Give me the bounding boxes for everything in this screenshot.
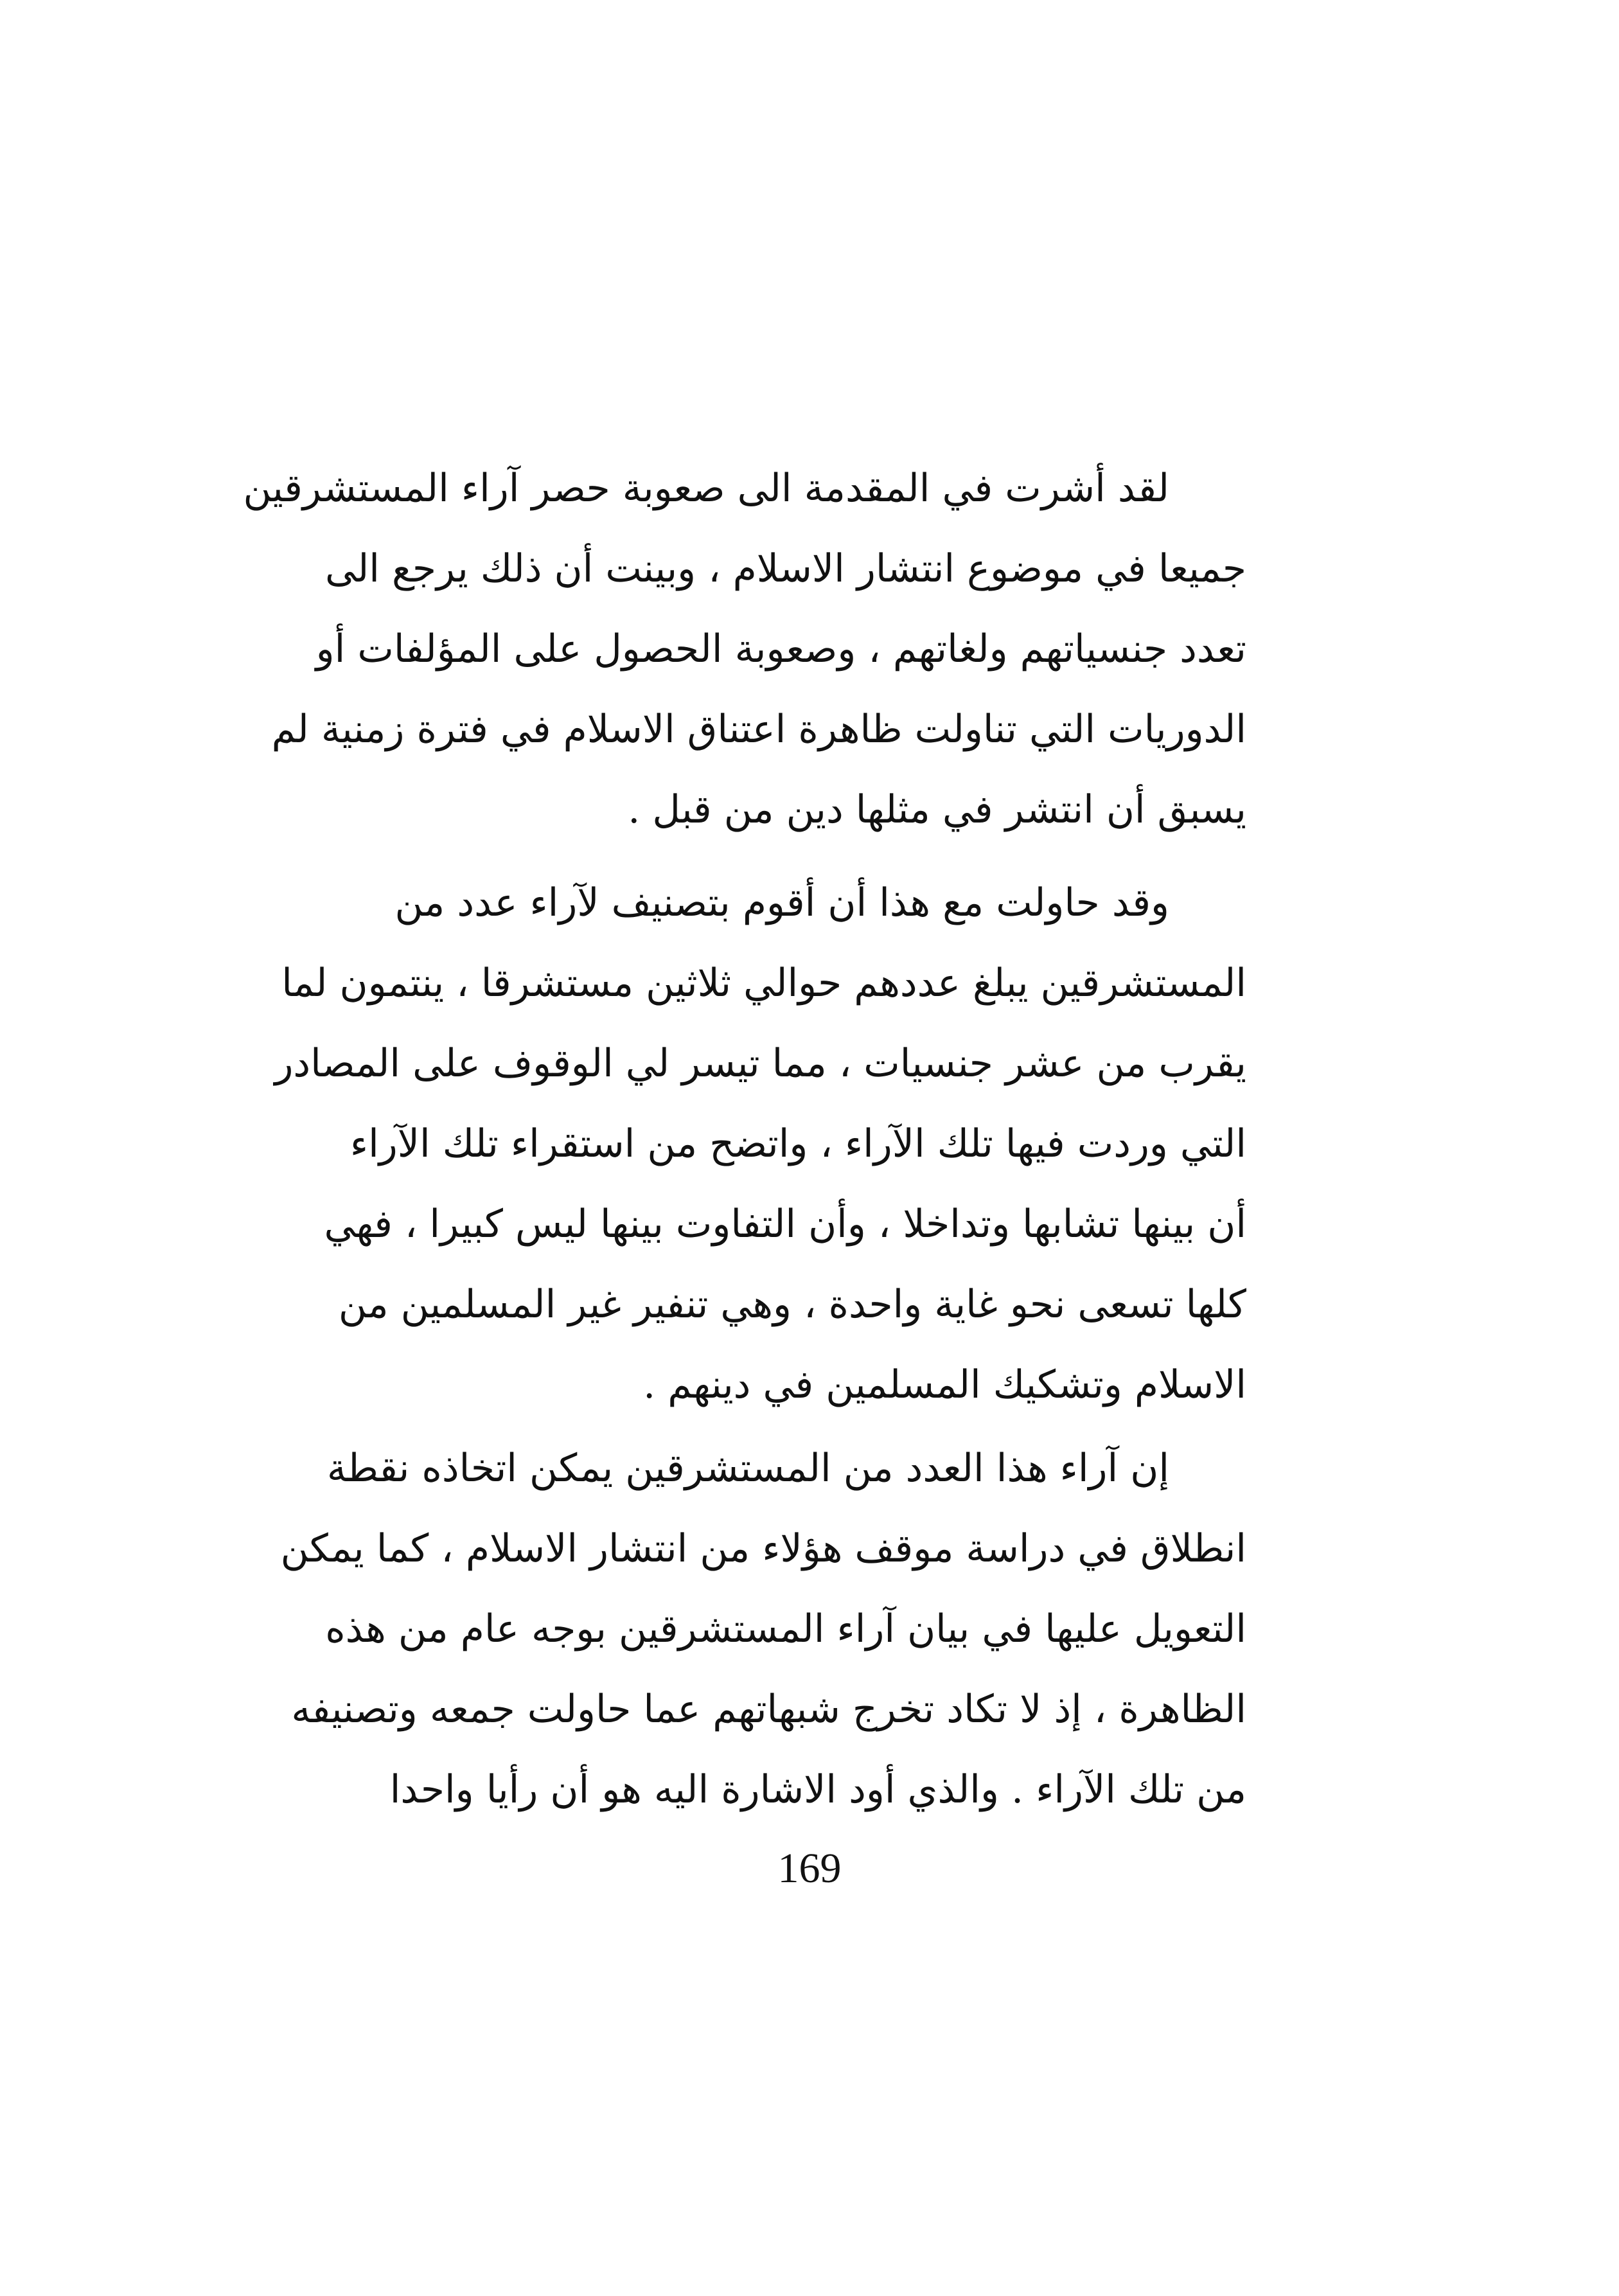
text-line: جميعا في موضوع انتشار الاسلام ، وبينت أن ذلك يرجع الى bbox=[324, 546, 1246, 591]
text-line: من تلك الآراء . والذي أود الاشارة اليه هو أن رأيا واحدا bbox=[389, 1767, 1246, 1812]
text-line: يقرب من عشر جنسيات ، مما تيسر لي الوقوف على المصادر bbox=[274, 1041, 1246, 1086]
text-line: أن بينها تشابها وتداخلا ، وأن التفاوت بينها ليس كبيرا ، فهي bbox=[324, 1202, 1246, 1247]
text-line: إن آراء هذا العدد من المستشرقين يمكن اتخاذه نقطة bbox=[326, 1446, 1169, 1491]
text-line: وقد حاولت مع هذا أن أقوم بتصنيف لآراء عدد من bbox=[394, 880, 1169, 925]
text-line: التعويل عليها في بيان آراء المستشرقين بوجه عام من هذه bbox=[325, 1606, 1246, 1651]
text-line: الظاهرة ، إذ لا تكاد تخرج شبهاتهم عما حاولت جمعه وتصنيفه bbox=[291, 1687, 1246, 1732]
paragraph-1 bbox=[243, 450, 1246, 855]
text-line: انطلاق في دراسة موقف هؤلاء من انتشار الاسلام ، كما يمكن bbox=[280, 1526, 1246, 1571]
text-line: الاسلام وتشكيك المسلمين في دينهم . bbox=[643, 1362, 1246, 1407]
text-line: كلها تسعى نحو غاية واحدة ، وهي تنفير غير المسلمين من bbox=[338, 1282, 1246, 1327]
page-number: 169 bbox=[777, 1845, 842, 1892]
text-line: تعدد جنسياتهم ولغاتهم ، وصعوبة الحصول على المؤلفات أو bbox=[315, 627, 1246, 672]
text-line: يسبق أن انتشر في مثلها دين من قبل . bbox=[628, 787, 1246, 832]
paragraph-3 bbox=[280, 1430, 1246, 1835]
text-line: التي وردت فيها تلك الآراء ، واتضح من استقراء تلك الآراء bbox=[349, 1121, 1246, 1166]
paragraph-2 bbox=[274, 864, 1246, 1430]
text-line: الدوريات التي تناولت ظاهرة اعتناق الاسلام في فترة زمنية لم bbox=[271, 707, 1246, 752]
text-line: المستشرقين يبلغ عددهم حوالي ثلاثين مستشرقا ، ينتمون لما bbox=[281, 961, 1246, 1006]
text-line: لقد أشرت في المقدمة الى صعوبة حصر آراء المستشرقين bbox=[243, 466, 1169, 511]
